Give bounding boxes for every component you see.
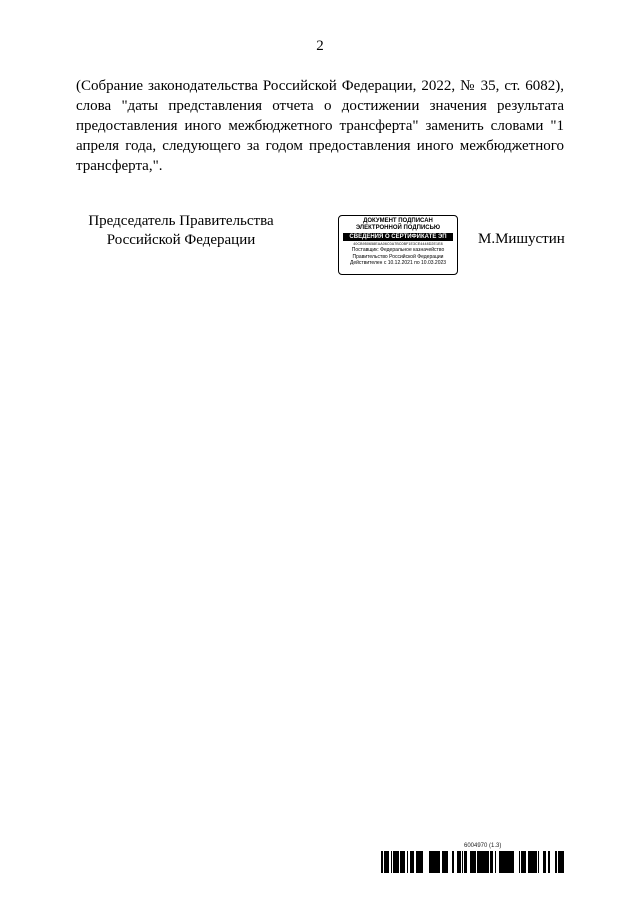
barcode-stripe xyxy=(509,851,511,873)
barcode-stripe xyxy=(524,851,525,873)
barcode-stripe xyxy=(403,851,405,873)
barcode-stripe xyxy=(420,851,421,873)
barcode-stripe xyxy=(453,851,454,873)
barcode-stripe xyxy=(549,851,550,873)
barcode-stripe xyxy=(475,851,476,873)
barcode-stripe xyxy=(473,851,475,873)
barcode-stripe xyxy=(462,851,463,873)
barcode-stripe xyxy=(444,851,447,873)
barcode-stripe xyxy=(538,851,539,873)
barcode-stripe xyxy=(504,851,505,873)
barcode-stripe xyxy=(525,851,526,873)
barcode-stripe xyxy=(429,851,431,873)
barcode-stripe xyxy=(470,851,472,873)
barcode-stripe xyxy=(528,851,530,873)
stamp-validity: Действителен с 10.12.2021 по 10.03.2023 xyxy=(349,260,447,266)
barcode-stripe xyxy=(478,851,481,873)
stamp-serial: 40CB950658EAA06C0A7BC0BF1E3CE4448D2E1E8 xyxy=(353,242,443,246)
barcode xyxy=(380,851,564,873)
barcode-stripe xyxy=(382,851,383,873)
barcode-stripe xyxy=(416,851,417,873)
barcode-stripe xyxy=(548,851,549,873)
barcode-stripe xyxy=(393,851,395,873)
stamp-owner: Правительство Российской Федерации xyxy=(352,253,444,260)
barcode-stripe xyxy=(521,851,523,873)
barcode-stripe xyxy=(530,851,531,873)
barcode-stripe xyxy=(400,851,401,873)
barcode-stripe xyxy=(513,851,514,873)
barcode-stripe xyxy=(472,851,473,873)
barcode-stripe xyxy=(501,851,504,873)
electronic-signature-stamp xyxy=(338,215,458,275)
barcode-stripe xyxy=(413,851,414,873)
signer-title-line-2: Российской Федерации xyxy=(106,232,256,248)
barcode-stripe xyxy=(519,851,520,873)
barcode-stripe xyxy=(458,851,459,873)
page-number: 2 xyxy=(316,38,324,54)
barcode-stripe xyxy=(397,851,399,873)
barcode-label: 6004970 (1.3) xyxy=(464,843,502,849)
barcode-stripe xyxy=(563,851,564,873)
barcode-stripe xyxy=(432,851,433,873)
barcode-stripe xyxy=(460,851,461,873)
barcode-stripe xyxy=(457,851,458,873)
barcode-stripe xyxy=(401,851,403,873)
barcode-stripe xyxy=(464,851,465,873)
barcode-stripe xyxy=(560,851,563,873)
barcode-stripe xyxy=(388,851,389,873)
barcode-stripe xyxy=(499,851,501,873)
barcode-stripe xyxy=(507,851,509,873)
barcode-stripe xyxy=(433,851,436,873)
barcode-stripe xyxy=(545,851,546,873)
barcode-stripe xyxy=(442,851,444,873)
barcode-stripe xyxy=(384,851,386,873)
barcode-stripe xyxy=(555,851,557,873)
stamp-header-line-1: ДОКУМЕНТ ПОДПИСАН xyxy=(363,218,433,224)
barcode-stripe xyxy=(558,851,560,873)
barcode-stripe xyxy=(511,851,513,873)
stamp-issuer: Поставщик: Федеральное казначейство xyxy=(351,247,445,253)
barcode-stripe xyxy=(436,851,438,873)
barcode-stripe xyxy=(395,851,397,873)
barcode-stripe xyxy=(412,851,413,873)
barcode-stripe xyxy=(495,851,496,873)
barcode-stripe xyxy=(484,851,486,873)
barcode-stripe xyxy=(481,851,482,873)
barcode-stripe xyxy=(477,851,478,873)
stamp-certificate-bar: СВЕДЕНИЯ О СЕРТИФИКАТЕ ЭП xyxy=(343,233,453,241)
barcode-stripe xyxy=(386,851,388,873)
signer-name: М.Мишустин xyxy=(478,231,565,247)
barcode-stripe xyxy=(523,851,524,873)
signer-title-line-1: Председатель Правительства xyxy=(88,213,274,229)
barcode-stripe xyxy=(543,851,545,873)
barcode-stripe xyxy=(417,851,418,873)
barcode-stripe xyxy=(535,851,537,873)
barcode-stripe xyxy=(452,851,453,873)
barcode-stripe xyxy=(465,851,466,873)
signer-title xyxy=(76,212,286,250)
body-paragraph: (Собрание законодательства Российской Федерации, 2022, № 35, ст. 6082), слова "даты представления отчета о достижении значения результата предоставления иного межбюджетного трансферта" заменить словами "1 апреля года, следующего за годом предоставления иного межбюджетного трансферта,". xyxy=(76,78,564,174)
barcode-stripe xyxy=(482,851,484,873)
barcode-stripe xyxy=(410,851,412,873)
stamp-header-line-2: ЭЛЕКТРОННОЙ ПОДПИСЬЮ xyxy=(355,225,441,231)
barcode-stripe xyxy=(505,851,507,873)
barcode-stripe xyxy=(490,851,493,873)
barcode-stripe xyxy=(418,851,420,873)
barcode-stripe xyxy=(391,851,392,873)
barcode-stripe xyxy=(431,851,432,873)
barcode-stripe xyxy=(447,851,448,873)
barcode-stripe xyxy=(407,851,408,873)
barcode-stripe xyxy=(531,851,532,873)
barcode-stripe xyxy=(466,851,467,873)
barcode-stripe xyxy=(459,851,460,873)
barcode-stripe xyxy=(486,851,489,873)
barcode-stripe xyxy=(421,851,423,873)
barcode-stripe xyxy=(532,851,535,873)
barcode-stripe xyxy=(381,851,382,873)
barcode-stripe xyxy=(438,851,440,873)
